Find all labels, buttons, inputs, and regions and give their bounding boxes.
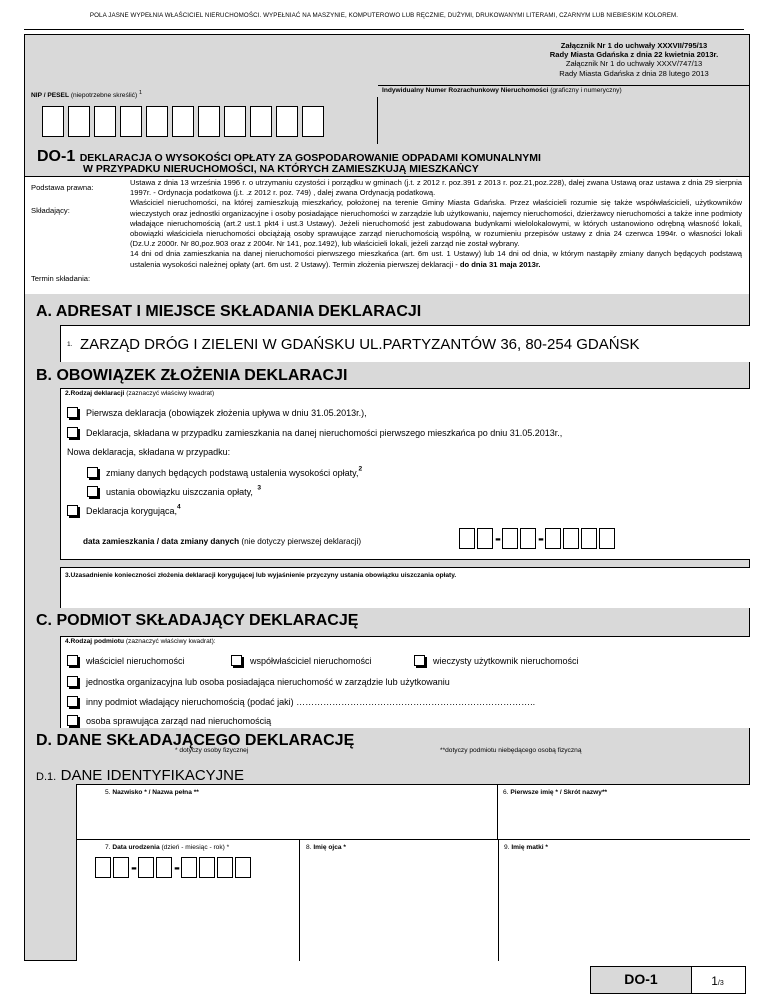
footer-code-box <box>590 966 692 994</box>
father-name-field[interactable]: 8. Imię ojca * <box>300 840 499 961</box>
field3-label: 3.Uzasadnienie konieczności złożenia deklaracji korygującej lub wyjaśnienie przyczyny ustania obowiązku uiszczania opłaty. <box>65 572 457 579</box>
expire-checkbox[interactable] <box>87 486 98 497</box>
owner-checkbox[interactable] <box>67 655 78 666</box>
manager-checkbox[interactable] <box>67 715 78 726</box>
opt-manager[interactable]: osoba sprawująca zarząd nad nieruchomością <box>67 712 271 730</box>
correct-checkbox[interactable] <box>67 505 78 516</box>
deadline-text: 14 dni od dnia zamieszkania na danej nieruchomości pierwszego mieszkańca (art. 6m ust. 1 Ustawy) lub 14 dni od dnia, w którym nastąpiły zmiany danych będących podstawą ustalenia wysokości należnej opłaty (art. 6m ust. 2 Ustawy). Termin złożenia pierwszej deklaracji - do dnia 31 maja 2013r. <box>130 249 742 269</box>
legal-block <box>24 177 750 295</box>
section-c-title: C. PODMIOT SKŁADAJĄCY DEKLARACJĘ <box>36 612 359 629</box>
note-natural-person: * dotyczy osoby fizycznej <box>175 747 249 754</box>
opt-owner[interactable]: właściciel nieruchomości <box>67 652 185 670</box>
justification-field[interactable] <box>60 567 750 609</box>
header-block <box>24 34 750 146</box>
footer-code: DO-1 <box>624 971 658 987</box>
opt-first[interactable]: Pierwsza deklaracja (obowiązek złożenia upływa w dniu 31.05.2013r.), <box>67 404 367 422</box>
opt-perpetual[interactable]: wieczysty użytkownik nieruchomości <box>414 652 579 670</box>
entity-type-field <box>60 636 750 729</box>
section-a-title: A. ADRESAT I MIEJSCE SKŁADANIA DEKLARACJI <box>36 303 422 320</box>
date-label: data zamieszkania / data zmiany danych (nie dotyczy pierwszej deklaracji) <box>83 537 362 546</box>
page-number-box <box>690 966 746 994</box>
birth-row <box>76 839 750 961</box>
attachment-note: Załącznik Nr 1 do uchwały XXXVII/795/13 Rady Miasta Gdańska z dnia 22 kwietnia 2013r. Załącznik Nr 1 do uchwały XXXV/747/13 Rady Miasta Gdańska z dnia 28 lutego 2013 <box>549 41 719 78</box>
inr-cell[interactable] <box>378 85 749 146</box>
opt-correct[interactable]: Deklaracja korygująca,$^4$ <box>67 502 181 520</box>
first-name-field[interactable]: 6. Pierwsze imię * / Skrót nazwy** <box>503 789 608 796</box>
basis-text: Ustawa z dnia 13 września 1996 r. o utrzymaniu czystości i porządku w gminach (j.t. z 2012 r. poz.391 z 2013 r. poz.21,poz.228), dalej zwana Ustawą oraz ustawa z dnia 29 sierpnia 1997r. - Ordynacja podatkowa (j.t. .z 2012 r. poz. 749) , dalej zwana Ordynacją podatkową. <box>130 178 742 198</box>
opt-other[interactable]: inny podmiot władający nieruchomością (podać jaki) …………………………………………………………………….. <box>67 693 535 711</box>
coowner-checkbox[interactable] <box>231 655 242 666</box>
section-b <box>24 362 750 609</box>
birth-date-field[interactable]: 7. Data urodzenia (dzień - miesiąc - rok) * - - <box>77 840 300 961</box>
opt-coowner[interactable]: współwłaściciel nieruchomości <box>231 652 372 670</box>
fill-instructions: POLA JASNE WYPEŁNIA WŁAŚCICIEL NIERUCHOMOŚCI. WYPEŁNIAĆ NA MASZYNIE, KOMPUTEROWO LUB RĘCZNIE, DUŻYMI, DRUKOWANYMI LITERAMI, CZARNYM LUB NIEBIESKIM KOLOREM. <box>89 12 679 19</box>
nip-cell <box>25 90 378 145</box>
inr-label: Indywidualny Numer Rozrachunkowy Nieruchomości (graficzny i numeryczny) <box>382 87 622 94</box>
form-title: DO-1 DEKLARACJA O WYSOKOŚCI OPŁATY ZA GOSPODAROWANIE ODPADAMI KOMUNALNYMI <box>37 148 541 165</box>
section-c <box>24 608 750 729</box>
new-decl-label: Nowa deklaracja, składana w przypadku: <box>67 447 231 457</box>
field2-label: 2.Rodzaj deklaracji (zaznaczyć właściwy kwadrat) <box>65 390 215 397</box>
filed-decl-checkbox[interactable] <box>67 427 78 438</box>
filer-label: Składający: <box>31 206 70 215</box>
unit-checkbox[interactable] <box>67 676 78 687</box>
recipient-num: 1. <box>67 341 73 348</box>
section-b-title: B. OBOWIĄZEK ZŁOŻENIA DEKLARACJI <box>36 367 348 384</box>
section-d <box>24 728 750 961</box>
legal-text <box>130 178 742 270</box>
nip-label: NIP / PESEL (niepotrzebne skreślić) $^1$ <box>31 90 143 100</box>
opt-expire[interactable]: ustania obowiązku uiszczania opłaty, $^3$ <box>87 483 261 501</box>
page-number: 1/3 <box>711 974 724 988</box>
opt-unit[interactable]: jednostka organizacyjna lub osoba posiadająca nieruchomość w zarządzie lub użytkowaniu <box>67 673 450 691</box>
nip-boxes[interactable] <box>42 106 328 137</box>
other-checkbox[interactable] <box>67 696 78 707</box>
title-block <box>24 144 750 177</box>
change-date-boxes[interactable]: - - <box>459 528 617 549</box>
basis-label: Podstawa prawna: <box>31 183 94 192</box>
change-checkbox[interactable] <box>87 467 98 478</box>
field4-label: 4.Rodzaj podmiotu (zaznaczyć właściwy kwadrat): <box>65 638 216 645</box>
surname-field[interactable]: 5. Nazwisko * / Nazwa pełna ** <box>77 785 498 851</box>
opt-change[interactable]: zmiany danych będących podstawą ustalenia wysokości opłaty,$^2$ <box>87 464 362 482</box>
recipient-text: ZARZĄD DRÓG I ZIELENI W GDAŃSKU UL.PARTYZANTÓW 36, 80-254 GDAŃSK <box>80 336 640 353</box>
perpetual-checkbox[interactable] <box>414 655 425 666</box>
decl-type-field <box>60 388 750 560</box>
section-d-title: D. DANE SKŁADAJĄCEGO DEKLARACJĘ <box>36 732 355 749</box>
opt-filed[interactable]: Deklaracja, składana w przypadku zamieszkania na danej nieruchomości pierwszego mieszkańca po dniu 31.05.2013r., <box>67 424 562 442</box>
note-legal-entity: **dotyczy podmiotu niebędącego osobą fizyczną <box>440 747 582 754</box>
mother-name-field[interactable]: 9. Imię matki * <box>504 844 548 851</box>
first-decl-checkbox[interactable] <box>67 407 78 418</box>
form-subtitle: W PRZYPADKU NIERUCHOMOŚCI, NA KTÓRYCH ZAMIESZKUJĄ MIESZKAŃCY <box>83 163 479 175</box>
subsection-d1-title: D.1. DANE IDENTYFIKACYJNE <box>36 767 245 784</box>
birth-date-boxes[interactable]: - - <box>95 857 253 878</box>
top-divider <box>24 29 744 30</box>
filer-text: Właściciel nieruchomości, na której zamieszkują mieszkańcy, położonej na terenie Gminy Miasta Gdańska. Przez właścicieli rozumie się także współwłaścicieli, użytkowników wieczystych oraz jednostki organizacyjne i osoby posiadające nieruchomości w zarządzie lub użytkowaniu, najemcy nieruchomości, dzierżawcy nieruchomości a także inne podmioty władające nieruchomością (art.2 ust.1 pkt4 i ust.3 Ustawy). Jeżeli nieruchomość jest zabudowana budynkami wielolokalowymi, w których ustanowiono odrębną własność lokali, obowiązki właściciela nieruchomości obciążają osoby sprawujące zarząd nieruchomością wspólną, w rozumieniu przepisów ustawy z dnia 24 czerwca 1994r. o własności lokali (Dz.U.z 2000r. Nr 80,poz.903 oraz z 2004r. Nr 141, poz.1492), lub właścicieli lokali, jeżeli zarząd nie został wybrany. <box>130 198 742 249</box>
section-a <box>24 294 750 363</box>
deadline-label: Termin składania: <box>31 274 91 283</box>
recipient-field <box>60 325 750 363</box>
